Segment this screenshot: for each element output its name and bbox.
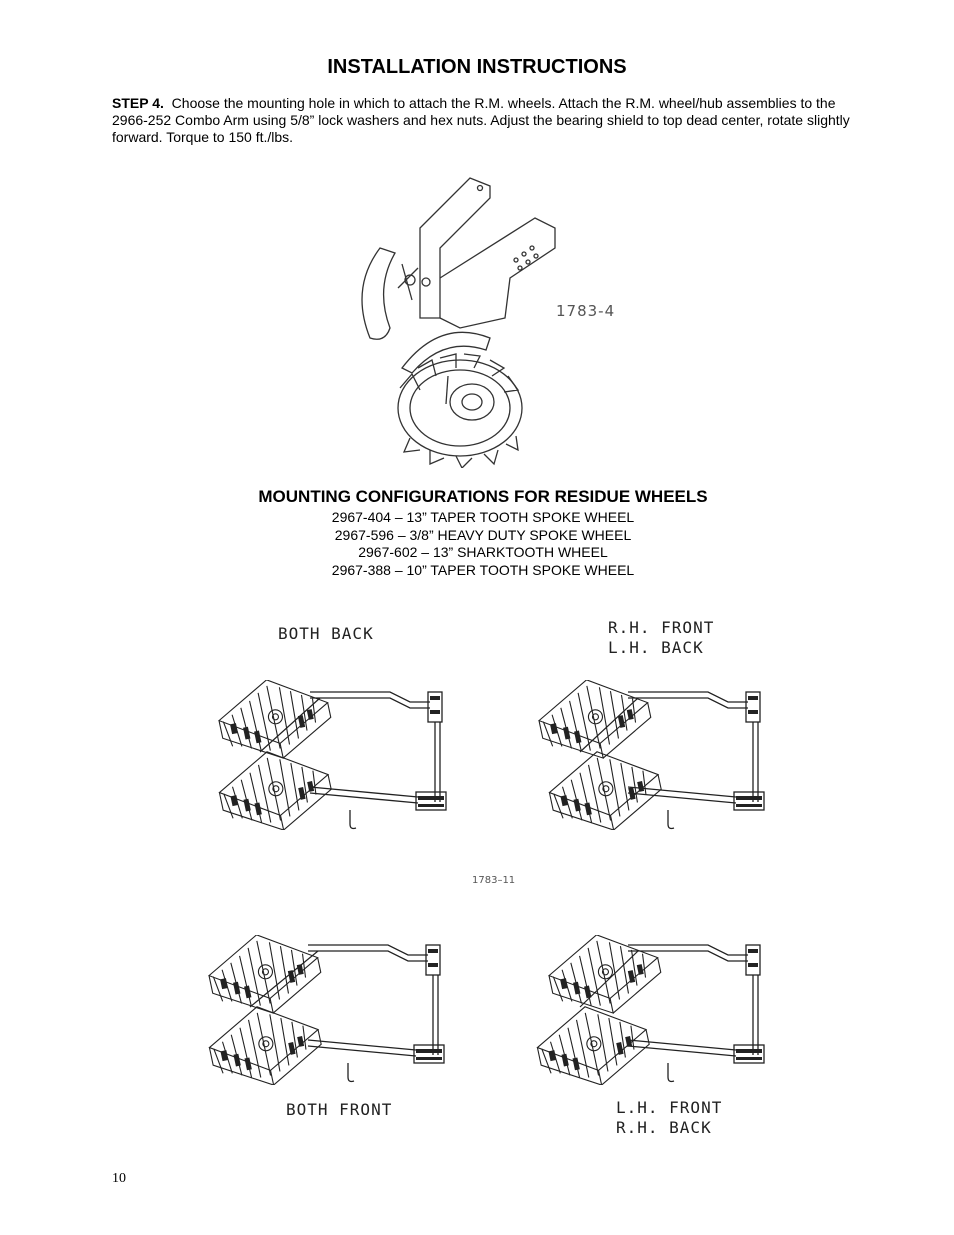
figure-2-label: 1783–11 — [472, 875, 516, 886]
config-diagram-both-back — [210, 680, 450, 830]
wheel-hub-assembly-drawing — [340, 168, 570, 468]
part-item: 2967-404 – 13” TAPER TOOTH SPOKE WHEEL — [331, 509, 635, 525]
config-diagram-rh-front-lh-back — [520, 680, 770, 830]
page-number: 10 — [112, 1171, 126, 1186]
config-label-both-back: BOTH BACK — [278, 624, 374, 643]
page-title: INSTALLATION INSTRUCTIONS — [327, 56, 627, 78]
config-diagram-both-front — [200, 935, 450, 1085]
config-label-lh-back: L.H. BACK — [608, 638, 704, 657]
step-label: STEP 4. — [112, 95, 164, 111]
config-label-both-front: BOTH FRONT — [286, 1100, 393, 1119]
part-item: 2967-388 – 10” TAPER TOOTH SPOKE WHEEL — [331, 561, 635, 578]
config-label-rh-back: R.H. BACK — [616, 1118, 712, 1137]
config-diagram-lh-front-rh-back — [520, 935, 770, 1085]
part-item: 2967-602 – 13” SHARKTOOTH WHEEL — [358, 544, 608, 560]
step-text: Choose the mounting hole in which to attach the R.M. wheels. Attach the R.M. wheel/hub assemblies to the 2966-252 Combo Arm using 5/8” lock washers and hex nuts. Adjust the bearing shield to top dead center, rotate slightly forward. Torque to 150 ft./lbs. — [112, 95, 850, 145]
parts-list — [0, 509, 954, 579]
part-item: 2967-596 – 3/8” HEAVY DUTY SPOKE WHEEL — [334, 526, 632, 543]
step-4-paragraph — [112, 95, 872, 146]
figure-1-label: 1783-4 — [556, 302, 616, 320]
configurations-title: MOUNTING CONFIGURATIONS FOR RESIDUE WHEELS — [258, 487, 708, 506]
config-label-lh-front: L.H. FRONT — [616, 1098, 723, 1117]
config-label-rh-front: R.H. FRONT — [608, 618, 715, 637]
